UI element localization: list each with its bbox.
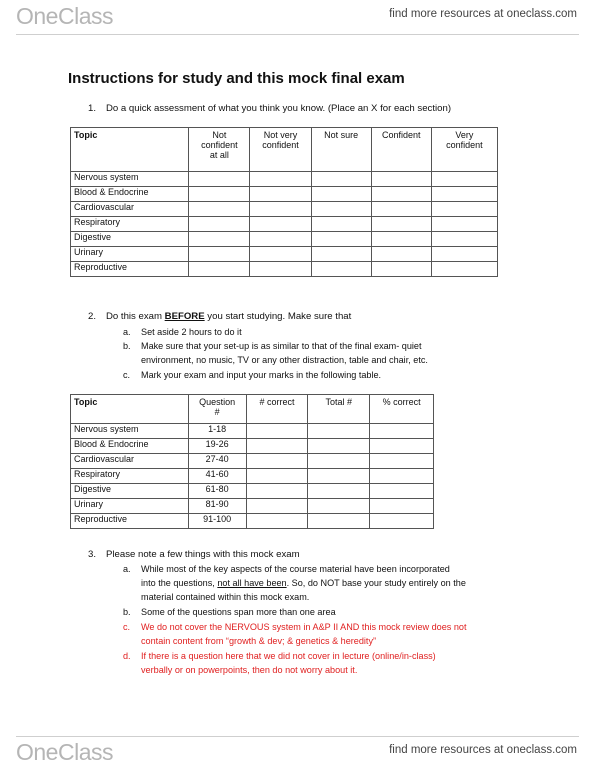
table1-header-confident xyxy=(371,128,431,172)
marks-cell[interactable] xyxy=(370,469,434,484)
marks-cell[interactable] xyxy=(370,484,434,499)
rating-cell[interactable] xyxy=(311,232,371,247)
marks-cell[interactable] xyxy=(246,499,308,514)
rating-cell[interactable] xyxy=(371,172,431,187)
footer-tagline[interactable]: find more resources at oneclass.com xyxy=(389,744,577,756)
step2-item-c: Mark your exam and input your marks in the following table. xyxy=(141,370,382,380)
step3-item-d-line2: verbally or on powerpoints, then do not worry about it. xyxy=(141,665,358,675)
table-row xyxy=(71,424,434,439)
marks-cell[interactable] xyxy=(308,469,370,484)
rating-cell[interactable] xyxy=(250,172,311,187)
marks-cell[interactable] xyxy=(308,484,370,499)
rating-cell[interactable] xyxy=(311,217,371,232)
step3-a-pre: into the questions, xyxy=(141,578,218,588)
table1-header-very-confident xyxy=(431,128,497,172)
marks-cell[interactable] xyxy=(246,454,308,469)
step3-number: 3. xyxy=(88,549,97,560)
step1-number: 1. xyxy=(88,103,97,114)
page-header xyxy=(0,0,595,34)
table-row xyxy=(71,232,498,247)
rating-cell[interactable] xyxy=(371,262,431,277)
question-range-cell: 41-60 xyxy=(188,469,246,484)
rating-cell[interactable] xyxy=(431,172,497,187)
table1-topic-cell: Cardiovascular xyxy=(71,202,189,217)
question-range-cell: 1-18 xyxy=(188,424,246,439)
rating-cell[interactable] xyxy=(311,172,371,187)
question-range-cell: 19-26 xyxy=(188,439,246,454)
rating-cell[interactable] xyxy=(371,202,431,217)
table1-header-line: at all xyxy=(209,150,229,160)
step2-item-b-cont: environment, no music, TV or any other distraction, table and chair, etc. xyxy=(141,355,428,365)
rating-cell[interactable] xyxy=(250,217,311,232)
rating-cell[interactable] xyxy=(431,232,497,247)
step3-item-c-line1: We do not cover the NERVOUS system in A&P II AND this mock review does not xyxy=(141,622,467,632)
table1-header-not-sure xyxy=(311,128,371,172)
rating-cell[interactable] xyxy=(189,262,250,277)
rating-cell[interactable] xyxy=(431,262,497,277)
table2-topic-cell: Blood & Endocrine xyxy=(71,439,189,454)
step2-text-post: you start studying. Make sure that xyxy=(204,311,352,322)
table2-header-line: Question xyxy=(199,397,236,407)
table2-topic-cell: Reproductive xyxy=(71,514,189,529)
step1-text: Do a quick assessment of what you think you know. (Place an X for each section) xyxy=(106,103,452,114)
step3-item-a-line3: material contained within this mock exam. xyxy=(141,592,310,602)
marks-cell[interactable] xyxy=(246,439,308,454)
step2-item-letter: b. xyxy=(123,341,131,351)
step3-item-a-line2 xyxy=(141,577,466,590)
marks-cell[interactable] xyxy=(308,424,370,439)
table-row xyxy=(71,217,498,232)
page-title: Instructions for study and this mock final exam xyxy=(68,70,405,87)
rating-cell[interactable] xyxy=(250,187,311,202)
step2-item-letter: a. xyxy=(123,327,131,337)
marks-cell[interactable] xyxy=(370,454,434,469)
header-divider xyxy=(16,34,579,35)
step3-item-letter: c. xyxy=(123,622,131,632)
table2-topic-cell: Urinary xyxy=(71,499,189,514)
step3-item-letter: b. xyxy=(123,607,131,617)
rating-cell[interactable] xyxy=(431,202,497,217)
table2-header-correct: # correct xyxy=(246,395,308,424)
step3-item-letter: d. xyxy=(123,651,131,661)
step3-item-a-line1: While most of the key aspects of the course material have been incorporated xyxy=(141,564,450,574)
step2-emphasis: BEFORE xyxy=(164,311,205,322)
table1-header-line: Not very xyxy=(263,130,298,140)
self-assessment-table xyxy=(70,127,498,277)
table1-header-line: confident xyxy=(262,140,299,150)
table1-header-row xyxy=(71,128,498,172)
rating-cell[interactable] xyxy=(371,187,431,202)
table1-header-not-confident xyxy=(189,128,250,172)
table2-header-topic: Topic xyxy=(71,395,189,424)
table1-topic-cell: Respiratory xyxy=(71,217,189,232)
rating-cell[interactable] xyxy=(311,247,371,262)
rating-cell[interactable] xyxy=(189,232,250,247)
rating-cell[interactable] xyxy=(371,217,431,232)
question-range-cell: 61-80 xyxy=(188,484,246,499)
step2-item-b: Make sure that your set-up is as similar to that of the final exam- quiet xyxy=(141,341,422,351)
table1-header-line: Not xyxy=(212,130,227,140)
table-row xyxy=(71,499,434,514)
step2-number: 2. xyxy=(88,311,97,322)
marks-cell[interactable] xyxy=(246,514,308,529)
rating-cell[interactable] xyxy=(189,247,250,262)
table1-header-topic: Topic xyxy=(71,128,189,172)
table1-topic-cell: Urinary xyxy=(71,247,189,262)
table2-header-row xyxy=(71,395,434,424)
marks-cell[interactable] xyxy=(370,424,434,439)
marks-cell[interactable] xyxy=(246,484,308,499)
table1-topic-cell: Reproductive xyxy=(71,262,189,277)
step2-text xyxy=(106,310,351,323)
step3-item-d-line1: If there is a question here that we did not cover in lecture (online/in-class) xyxy=(141,651,436,661)
table2-topic-cell: Respiratory xyxy=(71,469,189,484)
marks-cell[interactable] xyxy=(308,439,370,454)
step3-item-c-line2: contain content from “growth & dev; & genetics & heredity” xyxy=(141,636,377,646)
table2-topic-cell: Nervous system xyxy=(71,424,189,439)
table1-header-line: Not sure xyxy=(324,130,359,140)
rating-cell[interactable] xyxy=(189,202,250,217)
marks-cell[interactable] xyxy=(370,514,434,529)
table1-header-line: confident xyxy=(201,140,238,150)
marks-cell[interactable] xyxy=(308,514,370,529)
marks-cell[interactable] xyxy=(308,454,370,469)
rating-cell[interactable] xyxy=(431,187,497,202)
table-row xyxy=(71,247,498,262)
step3-a-post: . So, do NOT base your study entirely on the xyxy=(286,578,466,588)
marks-cell[interactable] xyxy=(370,499,434,514)
rating-cell[interactable] xyxy=(189,172,250,187)
rating-cell[interactable] xyxy=(250,232,311,247)
table2-header-total: Total # xyxy=(308,395,370,424)
table2-topic-cell: Digestive xyxy=(71,484,189,499)
marks-cell[interactable] xyxy=(370,439,434,454)
table1-topic-cell: Digestive xyxy=(71,232,189,247)
table-row xyxy=(71,484,434,499)
rating-cell[interactable] xyxy=(311,187,371,202)
table-row xyxy=(71,469,434,484)
table1-header-line: Confident xyxy=(381,130,421,140)
rating-cell[interactable] xyxy=(250,202,311,217)
header-tagline[interactable]: find more resources at oneclass.com xyxy=(389,8,577,20)
step3-a-underline: not all have been xyxy=(217,578,287,588)
rating-cell[interactable] xyxy=(311,262,371,277)
rating-cell[interactable] xyxy=(431,247,497,262)
table-row xyxy=(71,514,434,529)
marks-cell[interactable] xyxy=(246,469,308,484)
table-row xyxy=(71,439,434,454)
rating-cell[interactable] xyxy=(189,187,250,202)
step3-item-letter: a. xyxy=(123,564,131,574)
step3-item-b: Some of the questions span more than one area xyxy=(141,607,336,617)
table-row xyxy=(71,454,434,469)
oneclass-logo[interactable]: OneClass xyxy=(16,739,113,765)
table-row xyxy=(71,202,498,217)
step2-text-pre: Do this exam xyxy=(106,311,165,322)
rating-cell[interactable] xyxy=(250,247,311,262)
table2-header-line: # xyxy=(214,407,220,417)
marks-cell[interactable] xyxy=(246,424,308,439)
marks-cell[interactable] xyxy=(308,499,370,514)
question-range-cell: 81-90 xyxy=(188,499,246,514)
table-row xyxy=(71,187,498,202)
step2-item-letter: c. xyxy=(123,370,131,380)
table1-header-line: confident xyxy=(446,140,483,150)
table1-header-not-very-confident xyxy=(250,128,311,172)
page-footer xyxy=(0,736,595,770)
table2-header-question xyxy=(188,395,246,424)
question-range-cell: 91-100 xyxy=(188,514,246,529)
step2-item-a: Set aside 2 hours to do it xyxy=(141,327,242,337)
marks-table xyxy=(70,394,434,529)
rating-cell[interactable] xyxy=(311,202,371,217)
table-row xyxy=(71,172,498,187)
table2-topic-cell: Cardiovascular xyxy=(71,454,189,469)
rating-cell[interactable] xyxy=(371,247,431,262)
table1-topic-cell: Blood & Endocrine xyxy=(71,187,189,202)
table1-header-line: Very xyxy=(455,130,474,140)
table-row xyxy=(71,262,498,277)
rating-cell[interactable] xyxy=(371,232,431,247)
rating-cell[interactable] xyxy=(431,217,497,232)
question-range-cell: 27-40 xyxy=(188,454,246,469)
table2-header-percent: % correct xyxy=(370,395,434,424)
rating-cell[interactable] xyxy=(189,217,250,232)
oneclass-logo[interactable]: OneClass xyxy=(16,3,113,29)
rating-cell[interactable] xyxy=(250,262,311,277)
step3-text: Please note a few things with this mock exam xyxy=(106,549,300,560)
table1-topic-cell: Nervous system xyxy=(71,172,189,187)
